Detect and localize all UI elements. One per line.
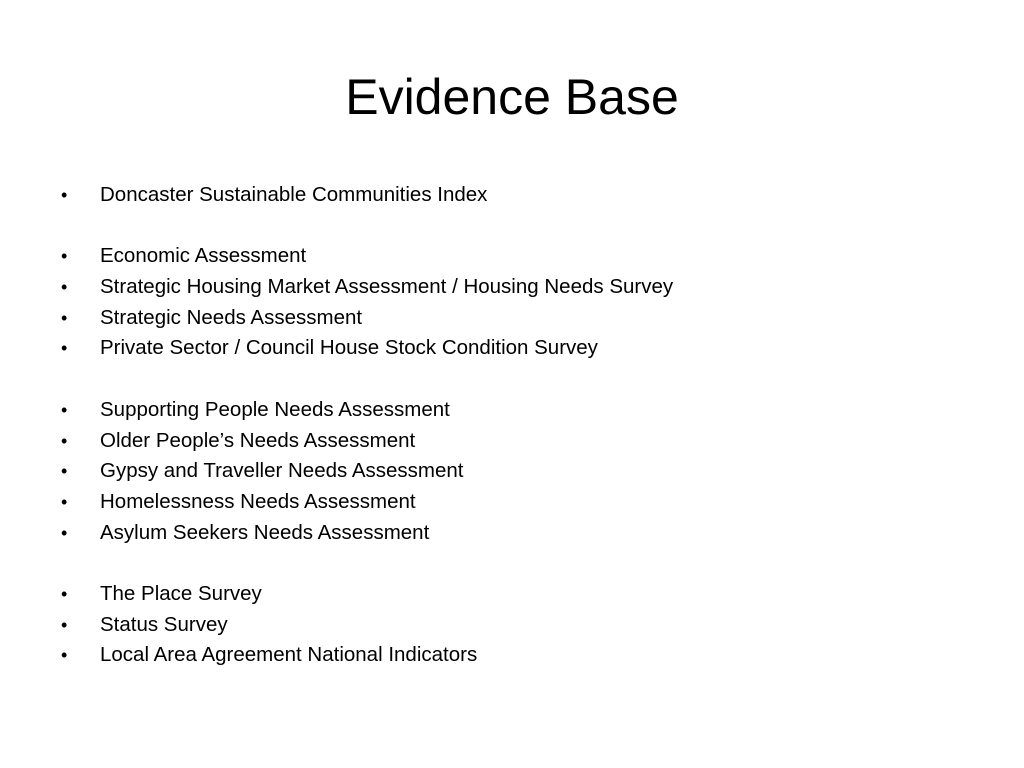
bullet-text: Asylum Seekers Needs Assessment xyxy=(100,520,430,544)
bullet-text: Older People’s Needs Assessment xyxy=(100,428,416,452)
bullet-icon: • xyxy=(61,583,68,604)
bullet-icon: • xyxy=(61,307,68,328)
bullet-text: Economic Assessment xyxy=(100,244,307,268)
bullet-text: The Place Survey xyxy=(100,581,262,605)
bullet-icon: • xyxy=(61,614,68,635)
bullet-icon: • xyxy=(61,277,68,298)
bullet-spacer xyxy=(58,211,978,242)
bullet-icon: • xyxy=(61,399,68,420)
bullet-icon: • xyxy=(61,491,68,512)
bullet-text: Local Area Agreement National Indicators xyxy=(100,643,478,667)
bullet-item xyxy=(58,518,978,549)
bullet-list xyxy=(58,180,978,671)
bullet-item xyxy=(58,456,978,487)
bullet-item xyxy=(58,395,978,426)
bullet-icon: • xyxy=(61,185,68,205)
bullet-text: Strategic Housing Market Assessment / Housing Needs Survey xyxy=(100,275,674,299)
bullet-icon: • xyxy=(61,461,68,482)
bullet-item xyxy=(58,610,978,641)
bullet-icon: • xyxy=(61,645,68,666)
bullet-spacer xyxy=(58,548,978,579)
bullet-text: Doncaster Sustainable Communities Index xyxy=(100,183,488,206)
bullet-text: Gypsy and Traveller Needs Assessment xyxy=(100,459,464,483)
bullet-icon: • xyxy=(61,246,68,267)
slide-title: Evidence Base xyxy=(345,69,679,125)
bullet-item xyxy=(58,180,978,211)
bullet-text: Supporting People Needs Assessment xyxy=(100,397,450,421)
bullet-text: Homelessness Needs Assessment xyxy=(100,489,416,513)
bullet-icon: • xyxy=(61,522,68,543)
bullet-item xyxy=(58,333,978,364)
bullet-item xyxy=(58,579,978,610)
bullet-spacer xyxy=(58,364,978,395)
bullet-item xyxy=(58,487,978,518)
bullet-item xyxy=(58,303,978,334)
bullet-item xyxy=(58,272,978,303)
bullet-text: Private Sector / Council House Stock Condition Survey xyxy=(100,336,598,360)
bullet-item xyxy=(58,241,978,272)
bullet-icon: • xyxy=(61,430,68,451)
bullet-icon: • xyxy=(61,338,68,359)
bullet-item xyxy=(58,426,978,457)
bullet-text: Strategic Needs Assessment xyxy=(100,305,363,329)
bullet-item xyxy=(58,640,978,671)
bullet-text: Status Survey xyxy=(100,612,228,636)
